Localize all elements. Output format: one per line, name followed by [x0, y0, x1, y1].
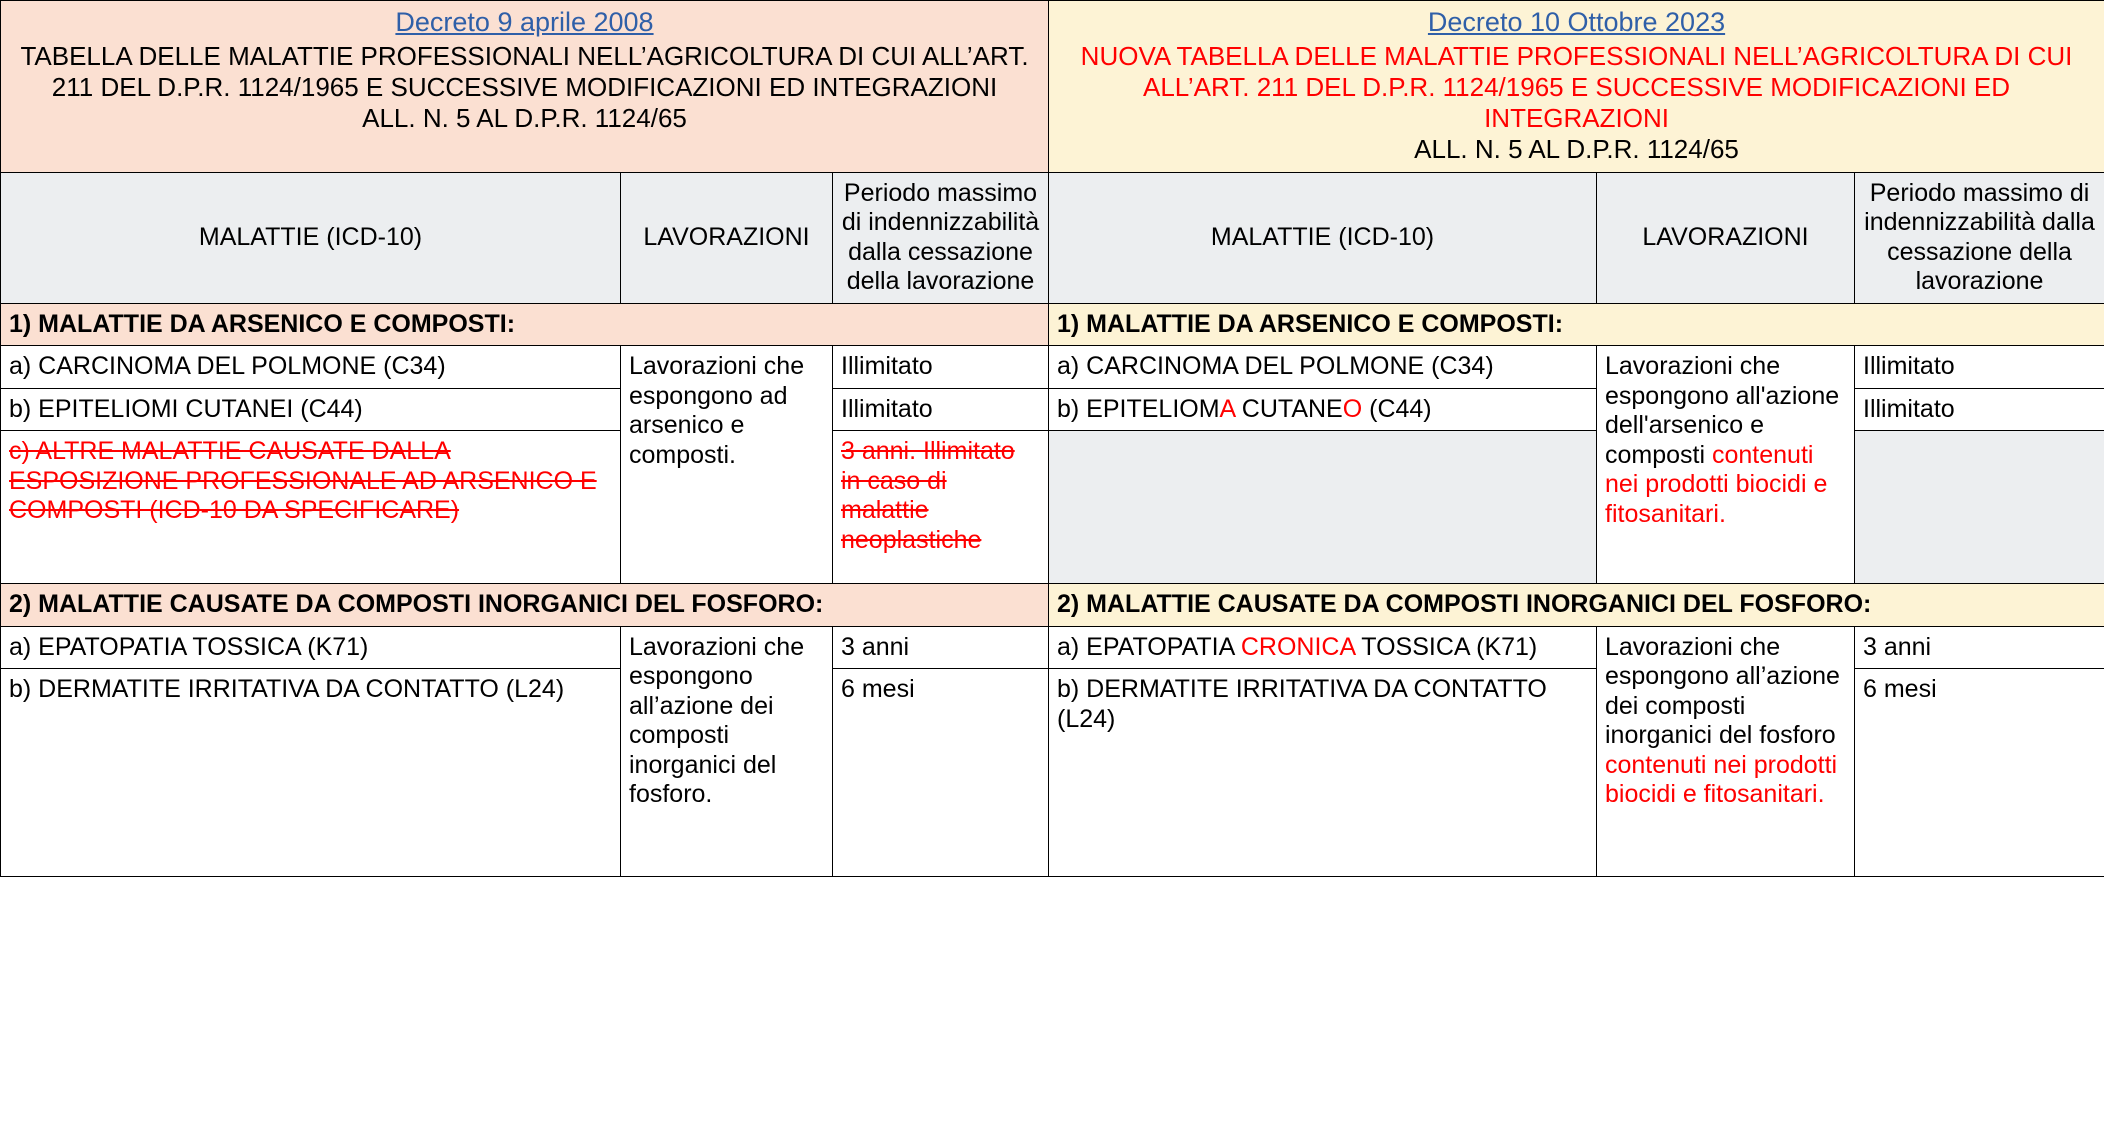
right-malattia-2a-edit: CRONICA — [1240, 632, 1355, 661]
right-periodo-1a: Illimitato — [1855, 346, 2104, 389]
left-decree-link[interactable]: Decreto 9 aprile 2008 — [395, 7, 654, 37]
left-periodo-1c — [833, 431, 1049, 584]
section-1-title-row — [1, 303, 2104, 346]
section-1-right-title: 1) MALATTIE DA ARSENICO E COMPOSTI: — [1049, 303, 2104, 346]
right-malattia-1b — [1049, 388, 1597, 431]
right-lavorazioni-1-black: Lavorazioni che espongono all'azione dell'arsenico e composti — [1605, 352, 1840, 469]
table-row — [1, 626, 2104, 669]
right-malattia-1b-edit2: O — [1342, 394, 1363, 423]
right-malattia-1a: a) CARCINOMA DEL POLMONE (C34) — [1049, 346, 1597, 389]
left-malattia-2a: a) EPATOPATIA TOSSICA (K71) — [1, 626, 621, 669]
right-malattia-1b-mid: CUTANE — [1234, 394, 1343, 423]
right-malattia-2a-post: TOSSICA (K71) — [1354, 632, 1538, 661]
left-periodo-1c-struck: 3 anni. Illimitato in caso di malattie neoplastiche — [841, 437, 1015, 554]
left-lavorazioni-2: Lavorazioni che espongono all’azione dei composti inorganici del fosforo. — [621, 626, 833, 877]
left-header-block — [1, 1, 1049, 173]
left-malattia-1b: b) EPITELIOMI CUTANEI (C44) — [1, 388, 621, 431]
col-header-right-lavorazioni: LAVORAZIONI — [1597, 172, 1855, 303]
left-malattia-1c-struck: c) ALTRE MALATTIE CAUSATE DALLA ESPOSIZIONE PROFESSIONALE AD ARSENICO E COMPOSTI (ICD-10 DA SPECIFICARE) — [9, 437, 597, 525]
left-lavorazioni-1: Lavorazioni che espongono ad arsenico e composti. — [621, 346, 833, 584]
right-header-title: NUOVA TABELLA DELLE MALATTIE PROFESSIONALI NELL’AGRICOLTURA DI CUI ALL’ART. 211 DEL D.P.R. 1124/1965 E SUCCESSIVE MODIFICAZIONI ED INTEGRAZIONI — [1080, 40, 2073, 134]
left-malattia-2b: b) DERMATITE IRRITATIVA DA CONTATTO (L24) — [1, 669, 621, 877]
right-header-subtitle: ALL. N. 5 AL D.P.R. 1124/65 — [1414, 134, 1739, 165]
right-malattia-1b-post: (C44) — [1362, 394, 1432, 423]
right-malattia-1b-edit1: A — [1219, 394, 1235, 423]
right-malattia-2a — [1049, 626, 1597, 669]
col-header-right-malattie: MALATTIE (ICD-10) — [1049, 172, 1597, 303]
right-lavorazioni-1 — [1597, 346, 1855, 584]
right-periodo-1b: Illimitato — [1855, 388, 2104, 431]
right-malattia-1b-pre: b) EPITELIOM — [1057, 394, 1220, 423]
right-periodo-2b: 6 mesi — [1855, 669, 2104, 877]
right-lavorazioni-2 — [1597, 626, 1855, 877]
left-periodo-1b: Illimitato — [833, 388, 1049, 431]
col-header-left-lavorazioni: LAVORAZIONI — [621, 172, 833, 303]
right-header-block — [1049, 1, 2104, 173]
col-header-left-periodo: Periodo massimo di indennizzabilità dalla cessazione della lavorazione — [833, 172, 1049, 303]
left-malattia-1c — [1, 431, 621, 584]
right-lavorazioni-1-red: contenuti nei prodotti biocidi e fitosanitari. — [1605, 440, 1828, 528]
col-header-left-malattie: MALATTIE (ICD-10) — [1, 172, 621, 303]
left-header-title: TABELLA DELLE MALATTIE PROFESSIONALI NELL’AGRICOLTURA DI CUI ALL’ART. 211 DEL D.P.R. 1124/1965 E SUCCESSIVE MODIFICAZIONI ED INTEGRAZIONI — [20, 40, 1029, 103]
right-malattia-2a-pre: a) EPATOPATIA — [1057, 632, 1241, 661]
table-row — [1, 346, 2104, 389]
left-periodo-1a: Illimitato — [833, 346, 1049, 389]
col-header-right-periodo: Periodo massimo di indennizzabilità dalla cessazione della lavorazione — [1855, 172, 2104, 303]
left-malattia-1a: a) CARCINOMA DEL POLMONE (C34) — [1, 346, 621, 389]
right-malattia-1c-empty — [1049, 431, 1597, 584]
right-lavorazioni-2-red: contenuti nei prodotti biocidi e fitosanitari. — [1605, 750, 1838, 809]
right-decree-link[interactable]: Decreto 10 Ottobre 2023 — [1427, 7, 1726, 37]
section-1-left-title: 1) MALATTIE DA ARSENICO E COMPOSTI: — [1, 303, 1049, 346]
section-2-right-title: 2) MALATTIE CAUSATE DA COMPOSTI INORGANICI DEL FOSFORO: — [1049, 584, 2104, 627]
column-header-row — [1, 172, 2104, 303]
section-2-left-title: 2) MALATTIE CAUSATE DA COMPOSTI INORGANICI DEL FOSFORO: — [1, 584, 1049, 627]
left-header-subtitle: ALL. N. 5 AL D.P.R. 1124/65 — [362, 103, 687, 134]
header-row — [1, 1, 2104, 173]
right-periodo-1c-empty — [1855, 431, 2104, 584]
right-periodo-2a: 3 anni — [1855, 626, 2104, 669]
right-lavorazioni-2-black: Lavorazioni che espongono all’azione dei composti inorganici del fosforo — [1605, 632, 1840, 750]
section-2-title-row — [1, 584, 2104, 627]
left-periodo-2a: 3 anni — [833, 626, 1049, 669]
left-periodo-2b: 6 mesi — [833, 669, 1049, 877]
right-malattia-2b: b) DERMATITE IRRITATIVA DA CONTATTO (L24) — [1049, 669, 1597, 877]
